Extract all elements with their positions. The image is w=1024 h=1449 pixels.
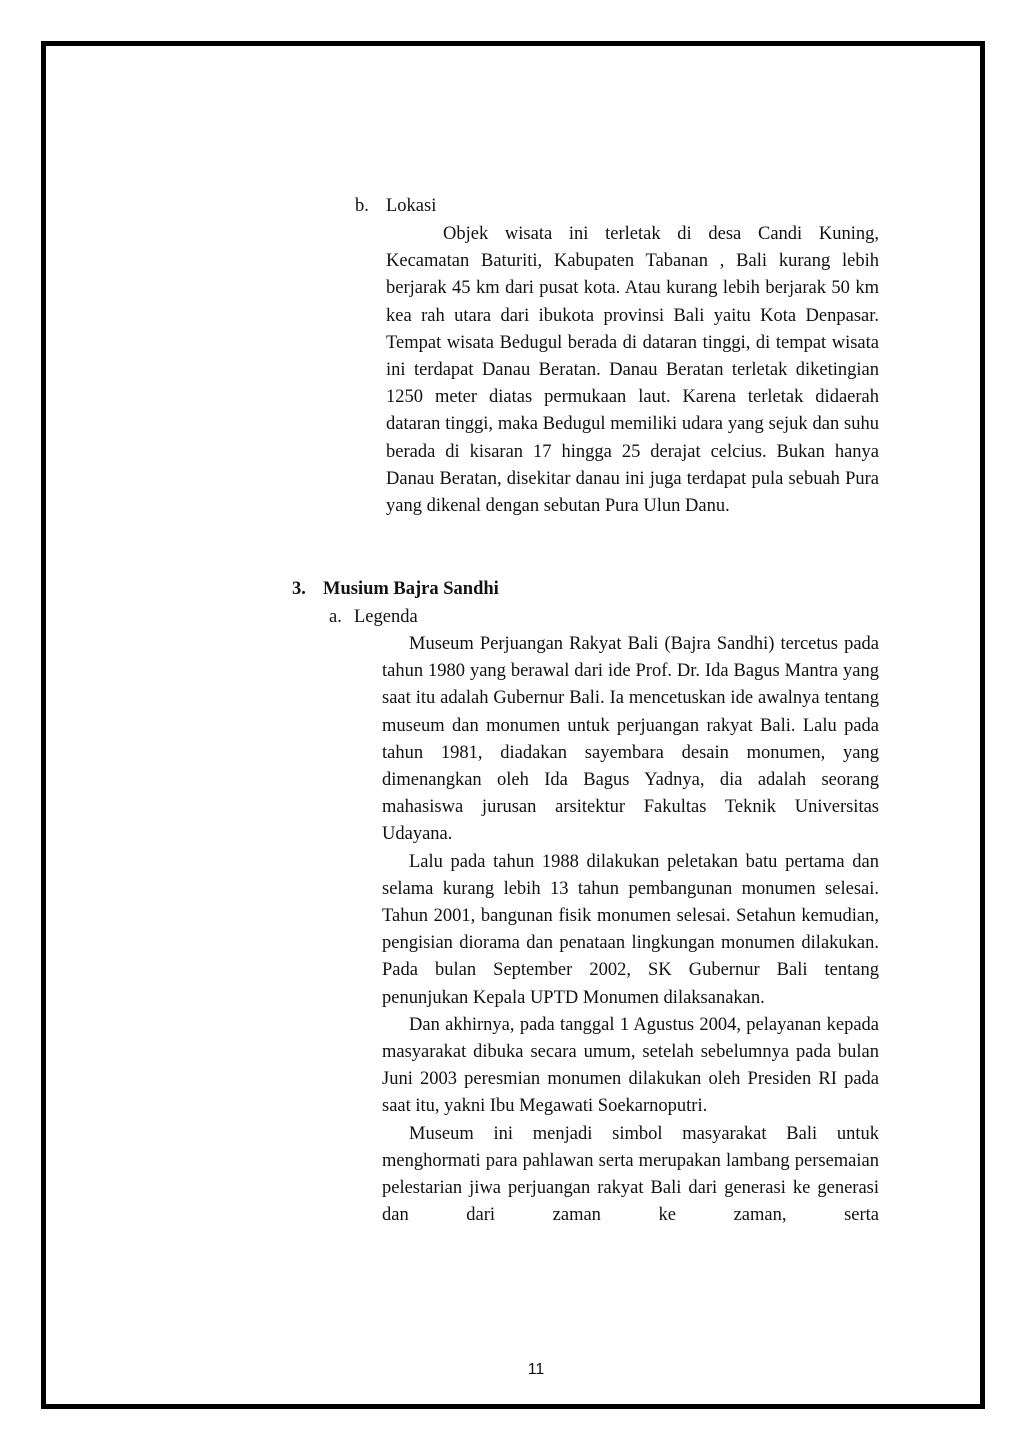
legenda-paragraph-3: Dan akhirnya, pada tanggal 1 Agustus 2004, pelayanan kepada masyarakat dibuka secara umum, setelah sebelumnya pada bulan Juni 2003 peresmian monumen dilakukan oleh Presiden RI pada saat itu, yakni Ibu Megawati Soekarnoputri. (382, 1014, 879, 1117)
subsection-b-heading (355, 193, 436, 220)
subsection-a-heading (329, 604, 418, 631)
subsection-a-title: Legenda (354, 607, 418, 627)
section-3-heading (292, 576, 499, 603)
legenda-paragraph-1: Museum Perjuangan Rakyat Bali (Bajra Sandhi) tercetus pada tahun 1980 yang berawal dari ide Prof. Dr. Ida Bagus Mantra yang saat itu adalah Gubernur Bali. Ia mencetuskan ide awalnya tentang museum dan monumen untuk perjuangan rakyat Bali. Lalu pada tahun 1981, diadakan sayembara desain monumen, yang dimenangkan oleh Ida Bagus Yadnya, dia adalah seorang mahasiswa jurusan arsitektur Fakultas Teknik Universitas Udayana. (382, 634, 879, 845)
lokasi-paragraph: Objek wisata ini terletak di desa Candi Kuning, Kecamatan Baturiti, Kabupaten Tabanan , Bali kurang lebih berjarak 45 km dari pusat kota. Atau kurang lebih berjarak 50 km kea rah utara dari ibukota provinsi Bali yaitu Kota Denpasar. Tempat wisata Bedugul berada di dataran tinggi, di tempat wisata ini terdapat Danau Beratan. Danau Beratan terletak diketingian 1250 meter diatas permukaan laut. Karena terletak didaerah dataran tinggi, maka Bedugul memiliki udara yang sejuk dan suhu berada di kisaran 17 hingga 25 derajat celcius. Bukan hanya Danau Beratan, disekitar danau ini juga terdapat pula sebuah Pura yang dikenal dengan sebutan Pura Ulun Danu. (386, 224, 879, 517)
subsection-a-marker: a. (329, 607, 342, 627)
legenda-paragraph-4: Museum ini menjadi simbol masyarakat Bali untuk menghormati para pahlawan serta merupakan lambang persemaian pelestarian jiwa perjuangan rakyat Bali dari generasi ke generasi dan dari zaman ke zaman, serta (382, 1123, 879, 1226)
legenda-paragraph-2: Lalu pada tahun 1988 dilakukan peletakan batu pertama dan selama kurang lebih 13 tahun pembangunan monumen selesai. Tahun 2001, bangunan fisik monumen selesai. Setahun kemudian, pengisian diorama dan penataan lingkungan monumen dilakukan. Pada bulan September 2002, SK Gubernur Bali tentang penunjukan Kepala UPTD Monumen dilaksanakan. (382, 851, 879, 1008)
subsection-b-title: Lokasi (386, 196, 437, 216)
subsection-b-marker: b. (355, 196, 369, 216)
lokasi-body (386, 221, 879, 520)
legenda-body (382, 631, 879, 1229)
section-3-number: 3. (292, 579, 306, 599)
section-3-title: Musium Bajra Sandhi (323, 579, 499, 599)
page-number: 11 (527, 1361, 545, 1378)
